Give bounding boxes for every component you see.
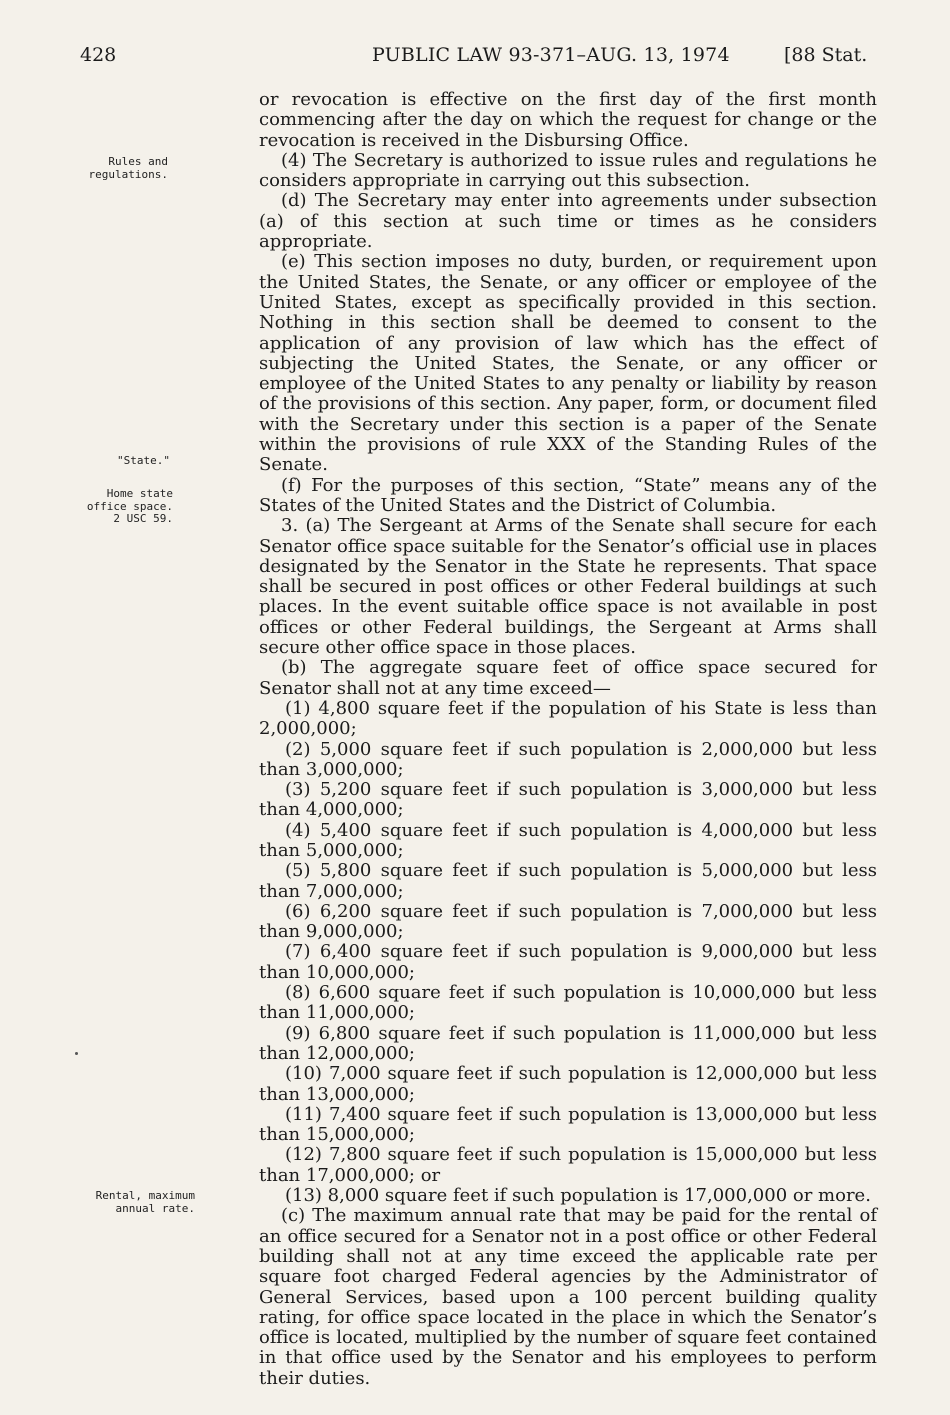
paragraph-revocation: or revocation is effective on the first day of the first month commencing after the day on which the request for change or the revocation is received in the Disbursing Office.: [259, 89, 877, 151]
list-item: (2) 5,000 square feet if such population is 2,000,000 but less than 3,000,000;: [259, 738, 877, 780]
list-item: (7) 6,400 square feet if such population is 9,000,000 but less than 10,000,000;: [259, 941, 877, 983]
running-header: [0, 44, 950, 74]
list-item: (11) 7,400 square feet if such population is 13,000,000 but less than 15,000,000;: [259, 1103, 877, 1146]
list-item: (6) 6,200 square feet if such population is 7,000,000 but less than 9,000,000;: [259, 900, 877, 943]
paragraph-aggregate: (b) The aggregate square feet of office space secured for Senator shall not at any time exceed—: [259, 657, 877, 699]
statute-body: [259, 90, 877, 1389]
paragraph-rental-rate: (c) The maximum annual rate that may be paid for the rental of an office secured for a Senator not in a post office or other Federal building shall not at any time exceed the applicable rate per square foot charged Federal agencies by the Administrator of General Services, based upon a 100 percent building quality rating, for office space located in the place in which the Senator’s office is located, multiplied by the number of square feet contained in that office used by the Senator and his employees to perform their duties.: [259, 1205, 877, 1389]
margin-note-home-state-line2: office space.: [86, 499, 173, 513]
statute-reference: [88 Stat.: [784, 44, 868, 66]
list-item: (1) 4,800 square feet if the population of his State is less than 2,000,000;: [259, 697, 877, 740]
list-item: (10) 7,000 square feet if such population is 12,000,000 but less than 13,000,000;: [259, 1063, 877, 1105]
list-item: (8) 6,600 square feet if such population is 10,000,000 but less than 11,000,000;: [259, 982, 877, 1024]
paragraph-agreements: (d) The Secretary may enter into agreements under subsection (a) of this section at such time or times as he considers appropriate.: [259, 190, 877, 253]
list-item: (4) 5,400 square feet if such population is 4,000,000 but less than 5,000,000;: [259, 819, 877, 861]
list-item: (9) 6,800 square feet if such population is 11,000,000 but less than 12,000,000;: [259, 1022, 877, 1064]
paragraph-no-duty: (e) This section imposes no duty, burden, or requirement upon the United States, the Senate, or any officer or employee of the United States, except as specifically provided in this section. Nothing in this section shall be deemed to consent to the application of any provision of law which has the effect of subjecting the United States, the Senate, or any officer or employee of the United States to any penalty or liability by reason of the provisions of this section. Any paper, form, or document filed with the Secretary under this section is a paper of the Senate within the provisions of rule XXX of the Standing Rules of the Senate.: [259, 251, 877, 476]
paragraph-state-definition: (f) For the purposes of this section, “State” means any of the States of the United States and the District of Columbia.: [259, 474, 877, 516]
margin-note-home-state-line1: Home state: [106, 487, 173, 500]
list-item: (3) 5,200 square feet if such population is 3,000,000 but less than 4,000,000;: [259, 779, 877, 821]
scan-speck: [75, 1052, 78, 1055]
list-item: (13) 8,000 square feet if such population is 17,000,000 or more.: [285, 1185, 871, 1207]
list-item: (12) 7,800 square feet if such population is 15,000,000 but less than 17,000,000; or: [259, 1144, 877, 1186]
paragraph-rules: (4) The Secretary is authorized to issue rules and regulations he considers appropriate in carrying out this subsection.: [259, 149, 877, 192]
margin-note-rental: Rental, maximum annual rate.: [95, 1189, 195, 1215]
page-number: 428: [80, 44, 117, 66]
margin-note-state: "State.": [117, 454, 170, 467]
margin-note-rules: Rules and regulations.: [88, 155, 168, 181]
running-title: PUBLIC LAW 93-371–AUG. 13, 1974: [372, 44, 730, 66]
list-item: (5) 5,800 square feet if such population is 5,000,000 but less than 7,000,000;: [259, 860, 877, 902]
paragraph-sergeant-at-arms: 3. (a) The Sergeant at Arms of the Senate shall secure for each Senator office space suitable for the Senator’s official use in places designated by the Senator in the State he represents. That space shall be secured in post offices or other Federal buildings at such places. In the event suitable office space is not available in post offices or other Federal buildings, the Sergeant at Arms shall secure other office space in those places.: [259, 515, 877, 659]
margin-note-home-state-line3: 2 USC 59.: [113, 512, 173, 525]
margin-note-home-state: [60, 488, 173, 526]
